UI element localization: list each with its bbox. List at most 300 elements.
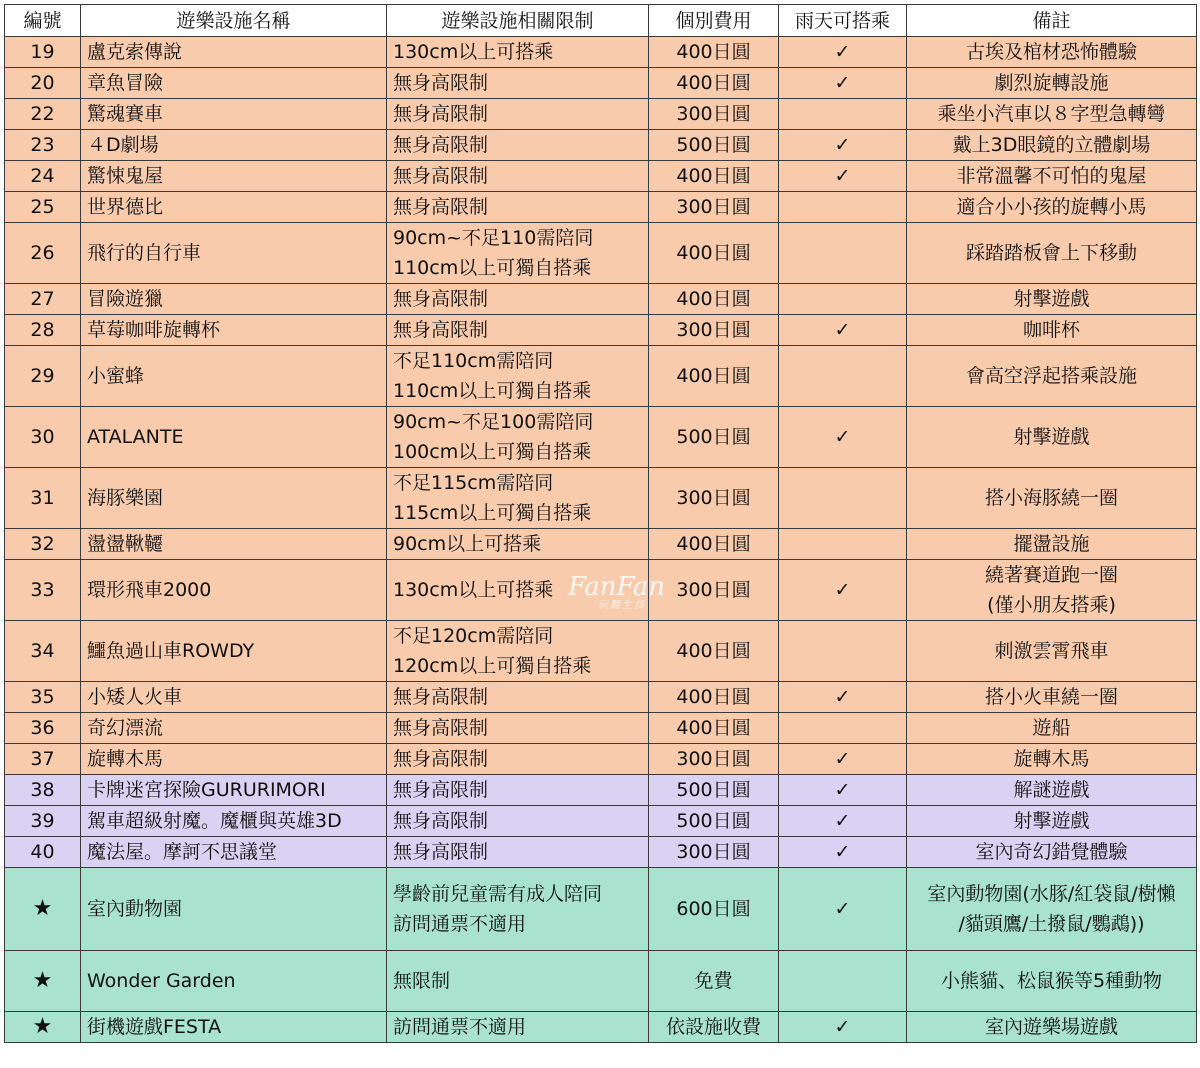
attraction-name: 海豚樂園	[87, 487, 164, 509]
number-text: ★	[32, 968, 53, 993]
limit-text: 無身高限制	[393, 748, 489, 770]
limit-text: 無身高限制	[393, 165, 489, 187]
fee-text: 500日圓	[676, 426, 751, 448]
limit-text: 訪問通票不適用	[393, 1016, 527, 1038]
note-text: 咖啡杯	[1022, 319, 1080, 341]
note-text: /貓頭鷹/土撥鼠/鸚鵡))	[958, 913, 1145, 935]
table-row	[5, 529, 1197, 560]
cell-rain	[779, 713, 907, 744]
cell-limit	[387, 744, 649, 775]
cell-note	[907, 407, 1197, 468]
number-text: 37	[30, 748, 55, 770]
cell-number	[5, 192, 81, 223]
attraction-name: 鱷魚過山車ROWDY	[87, 640, 255, 662]
note-text: 射擊遊戲	[1013, 288, 1090, 310]
header-number: 編號	[5, 5, 81, 37]
cell-rain	[779, 837, 907, 868]
cell-number	[5, 837, 81, 868]
cell-note	[907, 837, 1197, 868]
table-row	[5, 130, 1197, 161]
number-text: 35	[30, 686, 55, 708]
limit-text: 無限制	[393, 970, 451, 992]
cell-rain	[779, 68, 907, 99]
cell-number	[5, 161, 81, 192]
cell-fee	[649, 37, 779, 68]
attraction-name: 冒險遊獵	[87, 288, 164, 310]
number-text: 24	[30, 165, 55, 187]
header-rain: 雨天可搭乘	[779, 5, 907, 37]
header-name: 遊樂設施名稱	[81, 5, 387, 37]
cell-number	[5, 713, 81, 744]
limit-text: 無身高限制	[393, 841, 489, 863]
fee-text: 400日圓	[676, 242, 751, 264]
limit-text: 100cm以上可獨自搭乘	[393, 441, 592, 463]
cell-note	[907, 130, 1197, 161]
cell-number	[5, 744, 81, 775]
cell-number	[5, 99, 81, 130]
cell-name	[81, 161, 387, 192]
rain-check-icon: ✓	[834, 686, 851, 708]
cell-name	[81, 775, 387, 806]
rain-check-icon: ✓	[834, 72, 851, 94]
note-text: 旋轉木馬	[1013, 748, 1090, 770]
attraction-name: 小蜜蜂	[87, 365, 145, 387]
cell-fee	[649, 1012, 779, 1043]
note-text: 劇烈旋轉設施	[994, 72, 1109, 94]
cell-number	[5, 806, 81, 837]
cell-note	[907, 951, 1197, 1012]
attraction-name: 驚悚鬼屋	[87, 165, 164, 187]
cell-limit	[387, 37, 649, 68]
limit-text: 無身高限制	[393, 134, 489, 156]
cell-note	[907, 775, 1197, 806]
limit-text: 無身高限制	[393, 686, 489, 708]
cell-number	[5, 529, 81, 560]
limit-text: 無身高限制	[393, 810, 489, 832]
cell-fee	[649, 192, 779, 223]
cell-rain	[779, 682, 907, 713]
table-row	[5, 621, 1197, 682]
rain-check-icon: ✓	[834, 1016, 851, 1038]
fee-text: 400日圓	[676, 365, 751, 387]
attraction-name: 卡牌迷宮探險GURURIMORI	[87, 779, 326, 801]
cell-note	[907, 1012, 1197, 1043]
cell-limit	[387, 837, 649, 868]
limit-text: 不足110cm需陪同	[393, 350, 554, 372]
limit-text: 120cm以上可獨自搭乘	[393, 655, 592, 677]
cell-rain	[779, 1012, 907, 1043]
fee-text: 免費	[694, 970, 733, 992]
table-row	[5, 346, 1197, 407]
cell-name	[81, 468, 387, 529]
table-row	[5, 806, 1197, 837]
header-row	[5, 5, 1197, 37]
cell-fee	[649, 468, 779, 529]
table-row	[5, 315, 1197, 346]
rain-check-icon: ✓	[834, 841, 851, 863]
attraction-name: 旋轉木馬	[87, 748, 164, 770]
limit-text: 110cm以上可獨自搭乘	[393, 257, 592, 279]
cell-name	[81, 682, 387, 713]
cell-rain	[779, 529, 907, 560]
cell-fee	[649, 407, 779, 468]
watermark-subtext: 玩翻生活	[598, 600, 646, 611]
rain-check-icon: ✓	[834, 134, 851, 156]
fee-text: 500日圓	[676, 779, 751, 801]
cell-note	[907, 223, 1197, 284]
note-text: 刺激雲霄飛車	[994, 640, 1109, 662]
cell-limit	[387, 407, 649, 468]
cell-limit	[387, 284, 649, 315]
fee-text: 400日圓	[676, 41, 751, 63]
attraction-name: 盪盪鞦韆	[87, 533, 164, 555]
number-text: 28	[30, 319, 55, 341]
cell-note	[907, 806, 1197, 837]
rain-check-icon: ✓	[834, 748, 851, 770]
cell-limit	[387, 868, 649, 951]
number-text: ★	[32, 1014, 53, 1039]
cell-name	[81, 346, 387, 407]
cell-note	[907, 161, 1197, 192]
header-limit: 遊樂設施相關限制	[387, 5, 649, 37]
cell-number	[5, 682, 81, 713]
attraction-name: ４D劇場	[87, 134, 159, 156]
cell-note	[907, 560, 1197, 621]
limit-text: 130cm以上可搭乘	[393, 579, 554, 601]
fee-text: 300日圓	[676, 487, 751, 509]
cell-note	[907, 744, 1197, 775]
cell-number	[5, 468, 81, 529]
fee-text: 400日圓	[676, 72, 751, 94]
number-text: 22	[30, 103, 55, 125]
cell-number	[5, 775, 81, 806]
cell-number	[5, 951, 81, 1012]
limit-text: 無身高限制	[393, 779, 489, 801]
cell-name	[81, 529, 387, 560]
note-text: 小熊貓、松鼠猴等5種動物	[940, 970, 1163, 992]
attraction-name: 室內動物園	[87, 898, 183, 920]
attractions-table	[4, 4, 1197, 1043]
cell-limit	[387, 315, 649, 346]
cell-rain	[779, 951, 907, 1012]
attraction-name: 飛行的自行車	[87, 242, 202, 264]
table-row	[5, 775, 1197, 806]
number-text: 38	[30, 779, 55, 801]
number-text: 19	[30, 41, 55, 63]
cell-fee	[649, 284, 779, 315]
note-text: (僅小朋友搭乘)	[987, 594, 1116, 616]
cell-rain	[779, 744, 907, 775]
cell-rain	[779, 315, 907, 346]
number-text: ★	[32, 896, 53, 921]
limit-text: 110cm以上可獨自搭乘	[393, 380, 592, 402]
table-row	[5, 1012, 1197, 1043]
limit-text: 不足115cm需陪同	[393, 472, 554, 494]
cell-rain	[779, 468, 907, 529]
cell-note	[907, 192, 1197, 223]
cell-number	[5, 407, 81, 468]
fee-text: 300日圓	[676, 841, 751, 863]
limit-text: 90cm以上可搭乘	[393, 533, 542, 555]
cell-limit	[387, 192, 649, 223]
cell-number	[5, 1012, 81, 1043]
limit-text: 90cm~不足110需陪同	[393, 227, 594, 249]
fee-text: 400日圓	[676, 165, 751, 187]
limit-text: 115cm以上可獨自搭乘	[393, 502, 592, 524]
table-row	[5, 68, 1197, 99]
cell-fee	[649, 315, 779, 346]
note-text: 室內遊樂場遊戲	[984, 1016, 1118, 1038]
note-text: 射擊遊戲	[1013, 810, 1090, 832]
note-text: 解謎遊戲	[1013, 779, 1090, 801]
header-note: 備註	[907, 5, 1197, 37]
fee-text: 500日圓	[676, 810, 751, 832]
number-text: 31	[30, 487, 55, 509]
cell-fee	[649, 529, 779, 560]
cell-note	[907, 713, 1197, 744]
cell-name	[81, 284, 387, 315]
table-row	[5, 284, 1197, 315]
table-row	[5, 468, 1197, 529]
cell-name	[81, 37, 387, 68]
cell-number	[5, 130, 81, 161]
number-text: 32	[30, 533, 55, 555]
note-text: 古埃及棺材恐怖體驗	[965, 41, 1137, 63]
limit-text: 無身高限制	[393, 103, 489, 125]
attraction-name: 環形飛車2000	[87, 579, 212, 601]
attraction-name: 街機遊戲FESTA	[87, 1016, 222, 1038]
fee-text: 400日圓	[676, 288, 751, 310]
cell-number	[5, 37, 81, 68]
rain-check-icon: ✓	[834, 898, 851, 920]
number-text: 29	[30, 365, 55, 387]
table-row	[5, 37, 1197, 68]
cell-note	[907, 68, 1197, 99]
cell-number	[5, 868, 81, 951]
cell-rain	[779, 192, 907, 223]
limit-text: 90cm~不足100需陪同	[393, 411, 594, 433]
limit-text: 學齡前兒童需有成人陪同	[393, 883, 603, 905]
note-text: 會高空浮起搭乘設施	[965, 365, 1137, 387]
cell-number	[5, 68, 81, 99]
cell-limit	[387, 529, 649, 560]
cell-fee	[649, 744, 779, 775]
limit-text: 無身高限制	[393, 72, 489, 94]
cell-rain	[779, 284, 907, 315]
fee-text: 400日圓	[676, 717, 751, 739]
cell-note	[907, 682, 1197, 713]
fee-text: 300日圓	[676, 579, 751, 601]
note-text: 乘坐小汽車以８字型急轉彎	[937, 103, 1166, 125]
cell-fee	[649, 130, 779, 161]
cell-note	[907, 621, 1197, 682]
attraction-name: 世界德比	[87, 196, 164, 218]
limit-text: 訪問通票不適用	[393, 913, 527, 935]
cell-name	[81, 68, 387, 99]
cell-limit	[387, 775, 649, 806]
cell-name	[81, 837, 387, 868]
cell-note	[907, 315, 1197, 346]
cell-rain	[779, 560, 907, 621]
note-text: 非常溫馨不可怕的鬼屋	[956, 165, 1147, 187]
note-text: 適合小小孩的旋轉小馬	[956, 196, 1147, 218]
cell-rain	[779, 37, 907, 68]
rain-check-icon: ✓	[834, 810, 851, 832]
note-text: 室內奇幻錯覺體驗	[975, 841, 1128, 863]
fee-text: 300日圓	[676, 103, 751, 125]
table-row	[5, 99, 1197, 130]
attraction-name: 章魚冒險	[87, 72, 164, 94]
attraction-name: 草莓咖啡旋轉杯	[87, 319, 221, 341]
cell-limit	[387, 468, 649, 529]
cell-rain	[779, 407, 907, 468]
cell-number	[5, 284, 81, 315]
attraction-name: ATALANTE	[87, 426, 184, 448]
cell-name	[81, 407, 387, 468]
table-row	[5, 951, 1197, 1012]
limit-text: 不足120cm需陪同	[393, 625, 554, 647]
cell-note	[907, 37, 1197, 68]
attraction-name: 奇幻漂流	[87, 717, 164, 739]
note-text: 擺盪設施	[1013, 533, 1090, 555]
fee-text: 500日圓	[676, 134, 751, 156]
attraction-name: 魔法屋。摩訶不思議堂	[87, 841, 278, 863]
number-text: 39	[30, 810, 55, 832]
cell-fee	[649, 951, 779, 1012]
cell-limit	[387, 621, 649, 682]
cell-fee	[649, 806, 779, 837]
cell-name	[81, 99, 387, 130]
number-text: 23	[30, 134, 55, 156]
note-text: 遊船	[1032, 717, 1071, 739]
cell-number	[5, 315, 81, 346]
cell-note	[907, 99, 1197, 130]
cell-fee	[649, 346, 779, 407]
table-row	[5, 682, 1197, 713]
cell-rain	[779, 161, 907, 192]
table-row	[5, 713, 1197, 744]
limit-text: 無身高限制	[393, 319, 489, 341]
cell-rain	[779, 130, 907, 161]
table-row	[5, 868, 1197, 951]
cell-number	[5, 223, 81, 284]
cell-limit	[387, 223, 649, 284]
number-text: 20	[30, 72, 55, 94]
cell-limit	[387, 806, 649, 837]
cell-name	[81, 868, 387, 951]
fee-text: 400日圓	[676, 640, 751, 662]
table-row	[5, 223, 1197, 284]
cell-fee	[649, 223, 779, 284]
rain-check-icon: ✓	[834, 165, 851, 187]
watermark-text: FanFan	[568, 572, 666, 602]
limit-text: 無身高限制	[393, 717, 489, 739]
cell-name	[81, 315, 387, 346]
fee-text: 400日圓	[676, 686, 751, 708]
cell-fee	[649, 837, 779, 868]
cell-rain	[779, 99, 907, 130]
table-row	[5, 837, 1197, 868]
cell-limit	[387, 560, 649, 621]
cell-fee	[649, 621, 779, 682]
cell-note	[907, 346, 1197, 407]
cell-fee	[649, 161, 779, 192]
rain-check-icon: ✓	[834, 319, 851, 341]
limit-text: 無身高限制	[393, 196, 489, 218]
cell-limit	[387, 161, 649, 192]
cell-limit	[387, 1012, 649, 1043]
cell-limit	[387, 682, 649, 713]
number-text: 25	[30, 196, 55, 218]
note-text: 踩踏踏板會上下移動	[965, 242, 1137, 264]
number-text: 40	[30, 841, 55, 863]
cell-limit	[387, 99, 649, 130]
number-text: 30	[30, 426, 55, 448]
note-text: 搭小火車繞一圈	[984, 686, 1118, 708]
table-row	[5, 161, 1197, 192]
note-text: 繞著賽道跑一圈	[984, 564, 1118, 586]
cell-limit	[387, 713, 649, 744]
cell-name	[81, 621, 387, 682]
cell-number	[5, 621, 81, 682]
cell-note	[907, 468, 1197, 529]
cell-rain	[779, 806, 907, 837]
cell-name	[81, 713, 387, 744]
fee-text: 600日圓	[676, 898, 751, 920]
fee-text: 300日圓	[676, 319, 751, 341]
cell-fee	[649, 713, 779, 744]
table-row	[5, 407, 1197, 468]
rain-check-icon: ✓	[834, 579, 851, 601]
cell-name	[81, 1012, 387, 1043]
cell-fee	[649, 775, 779, 806]
rain-check-icon: ✓	[834, 426, 851, 448]
cell-number	[5, 560, 81, 621]
cell-rain	[779, 223, 907, 284]
attraction-name: 盧克索傳說	[87, 41, 183, 63]
fee-text: 400日圓	[676, 533, 751, 555]
cell-note	[907, 868, 1197, 951]
cell-rain	[779, 621, 907, 682]
cell-name	[81, 951, 387, 1012]
rain-check-icon: ✓	[834, 41, 851, 63]
attraction-name: 驚魂賽車	[87, 103, 164, 125]
cell-fee	[649, 68, 779, 99]
cell-fee	[649, 682, 779, 713]
cell-number	[5, 346, 81, 407]
fee-text: 依設施收費	[665, 1016, 761, 1038]
note-text: 戴上3D眼鏡的立體劇場	[952, 134, 1151, 156]
cell-note	[907, 284, 1197, 315]
cell-fee	[649, 868, 779, 951]
cell-rain	[779, 346, 907, 407]
cell-limit	[387, 951, 649, 1012]
table-row	[5, 560, 1197, 621]
attraction-name: 駕車超級射魔。魔櫃與英雄3D	[87, 810, 342, 832]
limit-text: 無身高限制	[393, 288, 489, 310]
number-text: 27	[30, 288, 55, 310]
table-body	[5, 37, 1197, 1043]
cell-name	[81, 744, 387, 775]
number-text: 33	[30, 579, 55, 601]
cell-name	[81, 130, 387, 161]
cell-name	[81, 192, 387, 223]
attraction-name: Wonder Garden	[87, 970, 236, 992]
fee-text: 300日圓	[676, 748, 751, 770]
rain-check-icon: ✓	[834, 779, 851, 801]
number-text: 36	[30, 717, 55, 739]
limit-text: 130cm以上可搭乘	[393, 41, 554, 63]
